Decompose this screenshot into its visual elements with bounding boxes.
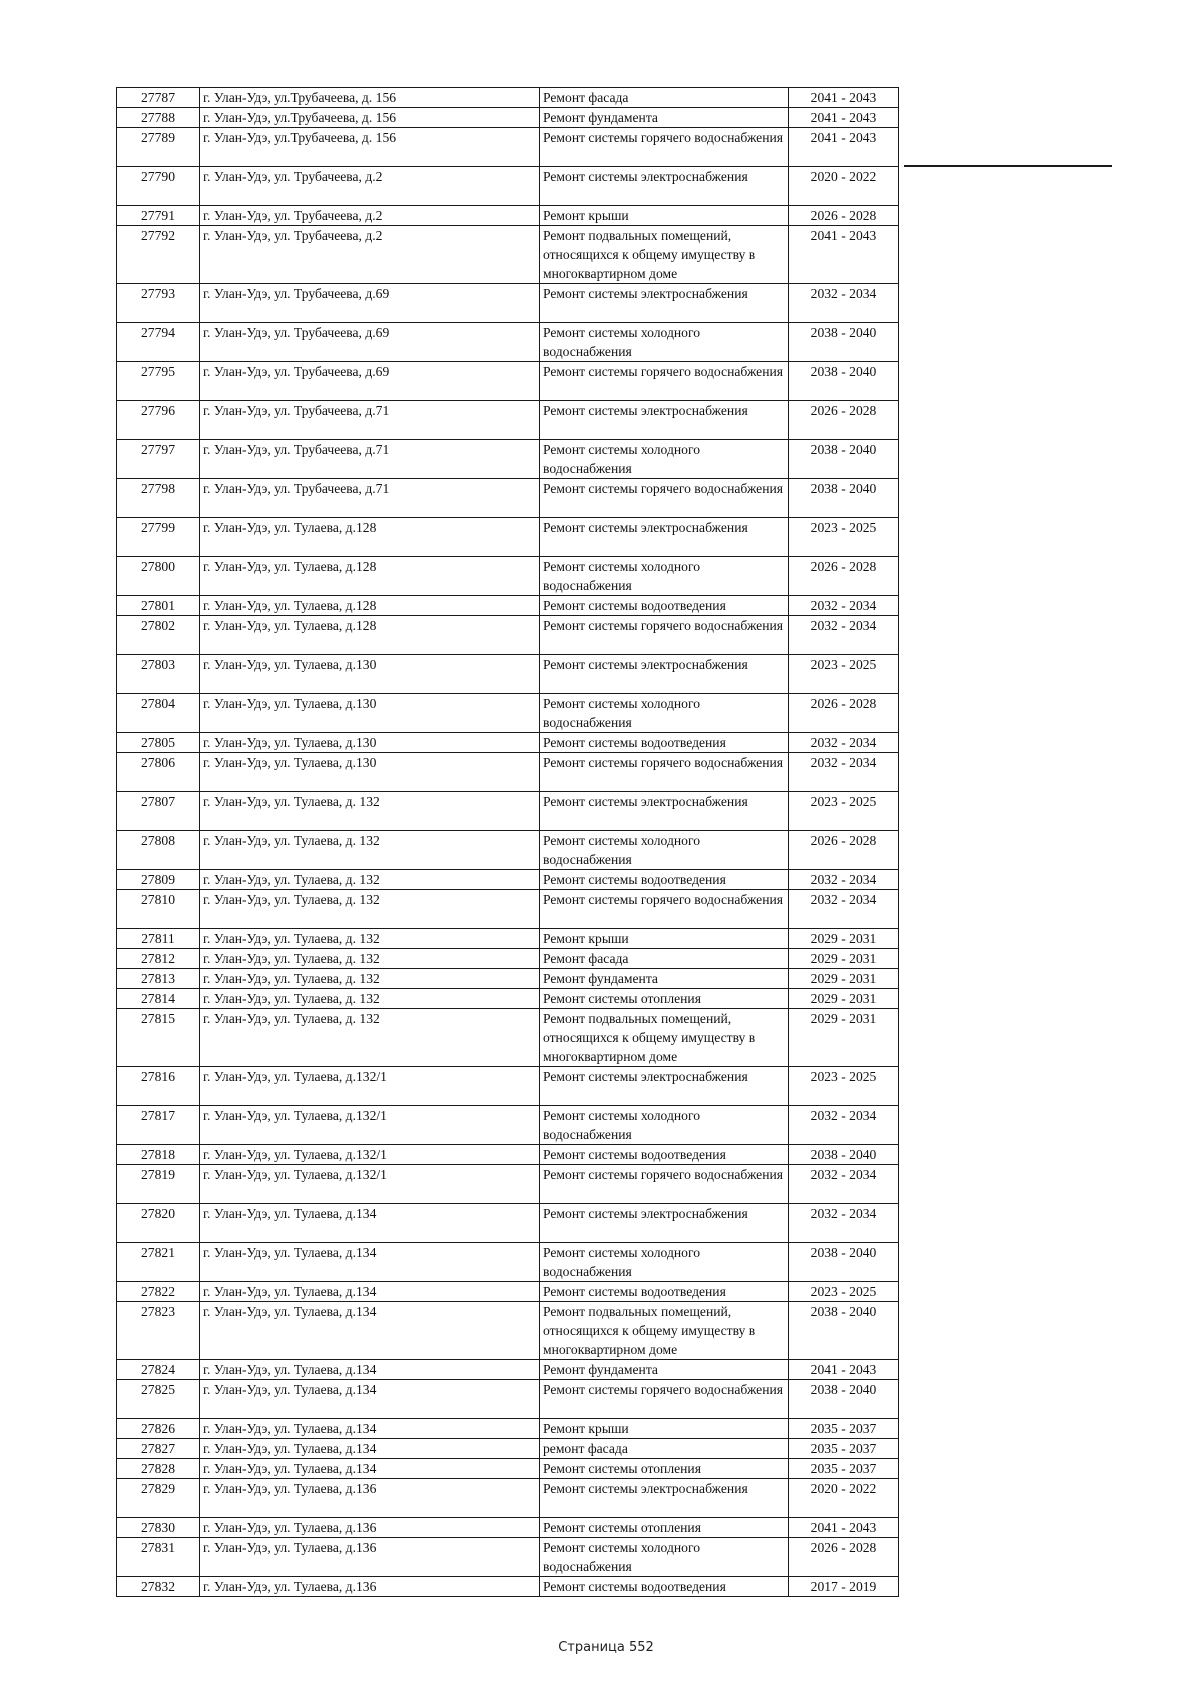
row-period: 2032 - 2034 bbox=[789, 870, 899, 890]
row-number: 27801 bbox=[117, 596, 200, 616]
row-number: 27802 bbox=[117, 616, 200, 655]
row-work-type: Ремонт системы электроснабжения bbox=[540, 655, 789, 694]
row-number: 27800 bbox=[117, 557, 200, 596]
row-period: 2020 - 2022 bbox=[789, 167, 899, 206]
row-period: 2038 - 2040 bbox=[789, 1302, 899, 1360]
table-row bbox=[117, 949, 899, 969]
row-address: г. Улан-Удэ, ул. Тулаева, д.128 bbox=[200, 596, 540, 616]
table-row bbox=[117, 1360, 899, 1380]
row-period: 2035 - 2037 bbox=[789, 1459, 899, 1479]
table-row bbox=[117, 557, 899, 596]
table-row bbox=[117, 1518, 899, 1538]
row-address: г. Улан-Удэ, ул. Тулаева, д.130 bbox=[200, 753, 540, 792]
row-number: 27825 bbox=[117, 1380, 200, 1419]
row-period: 2029 - 2031 bbox=[789, 989, 899, 1009]
row-period: 2032 - 2034 bbox=[789, 1165, 899, 1204]
row-number: 27816 bbox=[117, 1067, 200, 1106]
row-work-type: Ремонт системы горячего водоснабжения bbox=[540, 1380, 789, 1419]
row-address: г. Улан-Удэ, ул. Трубачеева, д.2 bbox=[200, 206, 540, 226]
row-number: 27810 bbox=[117, 890, 200, 929]
row-number: 27828 bbox=[117, 1459, 200, 1479]
row-work-type: Ремонт фундамента bbox=[540, 108, 789, 128]
row-period: 2017 - 2019 bbox=[789, 1577, 899, 1597]
row-address: г. Улан-Удэ, ул.Трубачеева, д. 156 bbox=[200, 128, 540, 167]
row-number: 27822 bbox=[117, 1282, 200, 1302]
table-row bbox=[117, 831, 899, 870]
row-work-type: Ремонт системы холодного водоснабжения bbox=[540, 1106, 789, 1145]
row-period: 2026 - 2028 bbox=[789, 401, 899, 440]
row-number: 27809 bbox=[117, 870, 200, 890]
table-row bbox=[117, 733, 899, 753]
row-work-type: Ремонт системы электроснабжения bbox=[540, 1067, 789, 1106]
row-work-type: Ремонт системы горячего водоснабжения bbox=[540, 753, 789, 792]
row-work-type: Ремонт подвальных помещений, относящихся к общему имуществу в многоквартирном доме bbox=[540, 1302, 789, 1360]
row-work-type: Ремонт системы холодного водоснабжения bbox=[540, 1538, 789, 1577]
table-body bbox=[117, 88, 899, 1597]
row-address: г. Улан-Удэ, ул. Тулаева, д. 132 bbox=[200, 949, 540, 969]
row-work-type: Ремонт системы отопления bbox=[540, 989, 789, 1009]
row-number: 27813 bbox=[117, 969, 200, 989]
row-period: 2023 - 2025 bbox=[789, 655, 899, 694]
table-row bbox=[117, 596, 899, 616]
row-address: г. Улан-Удэ, ул. Тулаева, д. 132 bbox=[200, 929, 540, 949]
row-number: 27794 bbox=[117, 323, 200, 362]
row-address: г. Улан-Удэ, ул. Тулаева, д.128 bbox=[200, 518, 540, 557]
table-row bbox=[117, 989, 899, 1009]
table-row bbox=[117, 694, 899, 733]
table-row bbox=[117, 1459, 899, 1479]
row-period: 2023 - 2025 bbox=[789, 1067, 899, 1106]
row-period: 2029 - 2031 bbox=[789, 949, 899, 969]
table-row bbox=[117, 226, 899, 284]
table-row bbox=[117, 1479, 899, 1518]
row-work-type: Ремонт подвальных помещений, относящихся к общему имуществу в многоквартирном доме bbox=[540, 1009, 789, 1067]
row-address: г. Улан-Удэ, ул. Тулаева, д.130 bbox=[200, 733, 540, 753]
row-work-type: Ремонт крыши bbox=[540, 206, 789, 226]
row-number: 27814 bbox=[117, 989, 200, 1009]
row-period: 2026 - 2028 bbox=[789, 557, 899, 596]
row-work-type: Ремонт системы водоотведения bbox=[540, 870, 789, 890]
row-number: 27796 bbox=[117, 401, 200, 440]
margin-rule-line bbox=[904, 165, 1112, 167]
row-work-type: Ремонт системы водоотведения bbox=[540, 596, 789, 616]
table-row bbox=[117, 1009, 899, 1067]
row-address: г. Улан-Удэ, ул. Тулаева, д.132/1 bbox=[200, 1106, 540, 1145]
row-address: г. Улан-Удэ, ул. Тулаева, д.136 bbox=[200, 1577, 540, 1597]
table-row bbox=[117, 929, 899, 949]
row-work-type: ремонт фасада bbox=[540, 1439, 789, 1459]
row-work-type: Ремонт системы горячего водоснабжения bbox=[540, 616, 789, 655]
table-row bbox=[117, 1538, 899, 1577]
row-address: г. Улан-Удэ, ул. Тулаева, д. 132 bbox=[200, 890, 540, 929]
row-period: 2035 - 2037 bbox=[789, 1439, 899, 1459]
row-work-type: Ремонт системы холодного водоснабжения bbox=[540, 831, 789, 870]
row-address: г. Улан-Удэ, ул. Тулаева, д. 132 bbox=[200, 1009, 540, 1067]
table-row bbox=[117, 1282, 899, 1302]
row-number: 27821 bbox=[117, 1243, 200, 1282]
row-address: г. Улан-Удэ, ул. Тулаева, д.134 bbox=[200, 1459, 540, 1479]
row-work-type: Ремонт подвальных помещений, относящихся к общему имуществу в многоквартирном доме bbox=[540, 226, 789, 284]
row-period: 2041 - 2043 bbox=[789, 1360, 899, 1380]
table-row bbox=[117, 479, 899, 518]
table-row bbox=[117, 1204, 899, 1243]
table-row bbox=[117, 1439, 899, 1459]
table-row bbox=[117, 323, 899, 362]
table-row bbox=[117, 88, 899, 108]
table-row bbox=[117, 1380, 899, 1419]
row-work-type: Ремонт системы водоотведения bbox=[540, 1577, 789, 1597]
row-period: 2038 - 2040 bbox=[789, 1380, 899, 1419]
row-number: 27817 bbox=[117, 1106, 200, 1145]
row-work-type: Ремонт системы горячего водоснабжения bbox=[540, 362, 789, 401]
row-number: 27790 bbox=[117, 167, 200, 206]
row-number: 27815 bbox=[117, 1009, 200, 1067]
row-address: г. Улан-Удэ, ул.Трубачеева, д. 156 bbox=[200, 88, 540, 108]
row-number: 27798 bbox=[117, 479, 200, 518]
row-period: 2020 - 2022 bbox=[789, 1479, 899, 1518]
row-period: 2032 - 2034 bbox=[789, 753, 899, 792]
row-address: г. Улан-Удэ, ул. Тулаева, д.134 bbox=[200, 1380, 540, 1419]
row-number: 27795 bbox=[117, 362, 200, 401]
row-work-type: Ремонт системы отопления bbox=[540, 1518, 789, 1538]
row-address: г. Улан-Удэ, ул. Тулаева, д.130 bbox=[200, 694, 540, 733]
row-address: г. Улан-Удэ, ул. Тулаева, д.134 bbox=[200, 1419, 540, 1439]
row-number: 27832 bbox=[117, 1577, 200, 1597]
row-number: 27792 bbox=[117, 226, 200, 284]
row-address: г. Улан-Удэ, ул. Тулаева, д.134 bbox=[200, 1360, 540, 1380]
row-address: г. Улан-Удэ, ул. Тулаева, д.134 bbox=[200, 1204, 540, 1243]
row-number: 27803 bbox=[117, 655, 200, 694]
row-number: 27812 bbox=[117, 949, 200, 969]
row-number: 27831 bbox=[117, 1538, 200, 1577]
row-address: г. Улан-Удэ, ул. Тулаева, д.128 bbox=[200, 616, 540, 655]
table-row bbox=[117, 284, 899, 323]
row-work-type: Ремонт системы горячего водоснабжения bbox=[540, 128, 789, 167]
row-address: г. Улан-Удэ, ул. Трубачеева, д.71 bbox=[200, 479, 540, 518]
table-row bbox=[117, 616, 899, 655]
row-number: 27820 bbox=[117, 1204, 200, 1243]
repair-schedule-table bbox=[116, 87, 899, 1597]
table-row bbox=[117, 1067, 899, 1106]
row-period: 2026 - 2028 bbox=[789, 694, 899, 733]
row-number: 27805 bbox=[117, 733, 200, 753]
row-address: г. Улан-Удэ, ул. Тулаева, д.132/1 bbox=[200, 1067, 540, 1106]
row-period: 2026 - 2028 bbox=[789, 206, 899, 226]
table-row bbox=[117, 1243, 899, 1282]
row-number: 27797 bbox=[117, 440, 200, 479]
row-number: 27808 bbox=[117, 831, 200, 870]
row-period: 2032 - 2034 bbox=[789, 284, 899, 323]
table-row bbox=[117, 1302, 899, 1360]
row-address: г. Улан-Удэ, ул. Тулаева, д. 132 bbox=[200, 831, 540, 870]
row-number: 27793 bbox=[117, 284, 200, 323]
row-work-type: Ремонт системы горячего водоснабжения bbox=[540, 890, 789, 929]
row-work-type: Ремонт фундамента bbox=[540, 969, 789, 989]
row-period: 2026 - 2028 bbox=[789, 831, 899, 870]
table-row bbox=[117, 362, 899, 401]
row-period: 2029 - 2031 bbox=[789, 1009, 899, 1067]
row-number: 27811 bbox=[117, 929, 200, 949]
row-number: 27806 bbox=[117, 753, 200, 792]
table-row bbox=[117, 870, 899, 890]
row-address: г. Улан-Удэ, ул. Тулаева, д. 132 bbox=[200, 792, 540, 831]
table-row bbox=[117, 1419, 899, 1439]
row-work-type: Ремонт крыши bbox=[540, 1419, 789, 1439]
row-period: 2023 - 2025 bbox=[789, 518, 899, 557]
row-address: г. Улан-Удэ, ул. Трубачеева, д.2 bbox=[200, 226, 540, 284]
row-period: 2026 - 2028 bbox=[789, 1538, 899, 1577]
table-row bbox=[117, 1165, 899, 1204]
page-number: Страница 552 bbox=[558, 1640, 654, 1655]
row-number: 27799 bbox=[117, 518, 200, 557]
row-address: г. Улан-Удэ, ул. Трубачеева, д.69 bbox=[200, 362, 540, 401]
table-row bbox=[117, 1145, 899, 1165]
row-period: 2032 - 2034 bbox=[789, 616, 899, 655]
row-period: 2041 - 2043 bbox=[789, 88, 899, 108]
row-period: 2038 - 2040 bbox=[789, 323, 899, 362]
table-row bbox=[117, 206, 899, 226]
row-work-type: Ремонт системы горячего водоснабжения bbox=[540, 479, 789, 518]
table-row bbox=[117, 753, 899, 792]
row-period: 2038 - 2040 bbox=[789, 362, 899, 401]
row-number: 27787 bbox=[117, 88, 200, 108]
row-work-type: Ремонт крыши bbox=[540, 929, 789, 949]
row-number: 27788 bbox=[117, 108, 200, 128]
table-row bbox=[117, 655, 899, 694]
row-period: 2038 - 2040 bbox=[789, 479, 899, 518]
row-address: г. Улан-Удэ, ул.Трубачеева, д. 156 bbox=[200, 108, 540, 128]
row-number: 27804 bbox=[117, 694, 200, 733]
row-number: 27823 bbox=[117, 1302, 200, 1360]
row-address: г. Улан-Удэ, ул. Тулаева, д.132/1 bbox=[200, 1165, 540, 1204]
row-address: г. Улан-Удэ, ул. Тулаева, д.132/1 bbox=[200, 1145, 540, 1165]
table-row bbox=[117, 440, 899, 479]
row-number: 27829 bbox=[117, 1479, 200, 1518]
row-period: 2035 - 2037 bbox=[789, 1419, 899, 1439]
row-address: г. Улан-Удэ, ул. Тулаева, д.134 bbox=[200, 1243, 540, 1282]
row-period: 2032 - 2034 bbox=[789, 890, 899, 929]
table-row bbox=[117, 1106, 899, 1145]
row-work-type: Ремонт фундамента bbox=[540, 1360, 789, 1380]
row-number: 27826 bbox=[117, 1419, 200, 1439]
row-work-type: Ремонт системы горячего водоснабжения bbox=[540, 1165, 789, 1204]
row-address: г. Улан-Удэ, ул. Трубачеева, д.71 bbox=[200, 440, 540, 479]
row-number: 27807 bbox=[117, 792, 200, 831]
row-address: г. Улан-Удэ, ул. Тулаева, д.128 bbox=[200, 557, 540, 596]
row-period: 2029 - 2031 bbox=[789, 929, 899, 949]
row-work-type: Ремонт системы холодного водоснабжения bbox=[540, 557, 789, 596]
row-work-type: Ремонт системы холодного водоснабжения bbox=[540, 323, 789, 362]
table-row bbox=[117, 1577, 899, 1597]
row-address: г. Улан-Удэ, ул. Трубачеева, д.69 bbox=[200, 284, 540, 323]
row-period: 2023 - 2025 bbox=[789, 1282, 899, 1302]
row-work-type: Ремонт системы электроснабжения bbox=[540, 167, 789, 206]
row-address: г. Улан-Удэ, ул. Трубачеева, д.69 bbox=[200, 323, 540, 362]
row-address: г. Улан-Удэ, ул. Тулаева, д.130 bbox=[200, 655, 540, 694]
row-period: 2032 - 2034 bbox=[789, 733, 899, 753]
row-number: 27791 bbox=[117, 206, 200, 226]
row-period: 2041 - 2043 bbox=[789, 1518, 899, 1538]
table-row bbox=[117, 518, 899, 557]
table-row bbox=[117, 890, 899, 929]
row-work-type: Ремонт системы электроснабжения bbox=[540, 792, 789, 831]
row-period: 2041 - 2043 bbox=[789, 226, 899, 284]
row-address: г. Улан-Удэ, ул. Тулаева, д. 132 bbox=[200, 989, 540, 1009]
row-work-type: Ремонт системы водоотведения bbox=[540, 733, 789, 753]
row-address: г. Улан-Удэ, ул. Тулаева, д. 132 bbox=[200, 870, 540, 890]
row-period: 2038 - 2040 bbox=[789, 440, 899, 479]
row-address: г. Улан-Удэ, ул. Трубачеева, д.71 bbox=[200, 401, 540, 440]
row-period: 2032 - 2034 bbox=[789, 596, 899, 616]
table-row bbox=[117, 969, 899, 989]
table-row bbox=[117, 792, 899, 831]
row-work-type: Ремонт системы электроснабжения bbox=[540, 284, 789, 323]
row-period: 2038 - 2040 bbox=[789, 1243, 899, 1282]
row-period: 2041 - 2043 bbox=[789, 128, 899, 167]
row-work-type: Ремонт системы холодного водоснабжения bbox=[540, 1243, 789, 1282]
row-work-type: Ремонт системы отопления bbox=[540, 1459, 789, 1479]
row-address: г. Улан-Удэ, ул. Тулаева, д.134 bbox=[200, 1302, 540, 1360]
row-number: 27789 bbox=[117, 128, 200, 167]
row-period: 2023 - 2025 bbox=[789, 792, 899, 831]
row-work-type: Ремонт системы холодного водоснабжения bbox=[540, 694, 789, 733]
row-period: 2029 - 2031 bbox=[789, 969, 899, 989]
row-address: г. Улан-Удэ, ул. Тулаева, д.134 bbox=[200, 1439, 540, 1459]
row-address: г. Улан-Удэ, ул. Тулаева, д.136 bbox=[200, 1479, 540, 1518]
row-address: г. Улан-Удэ, ул. Трубачеева, д.2 bbox=[200, 167, 540, 206]
row-period: 2038 - 2040 bbox=[789, 1145, 899, 1165]
row-period: 2032 - 2034 bbox=[789, 1204, 899, 1243]
row-work-type: Ремонт фасада bbox=[540, 88, 789, 108]
row-address: г. Улан-Удэ, ул. Тулаева, д. 132 bbox=[200, 969, 540, 989]
row-period: 2032 - 2034 bbox=[789, 1106, 899, 1145]
row-period: 2041 - 2043 bbox=[789, 108, 899, 128]
row-work-type: Ремонт системы водоотведения bbox=[540, 1282, 789, 1302]
row-work-type: Ремонт фасада bbox=[540, 949, 789, 969]
row-work-type: Ремонт системы электроснабжения bbox=[540, 1479, 789, 1518]
table-row bbox=[117, 108, 899, 128]
table-row bbox=[117, 128, 899, 167]
row-work-type: Ремонт системы электроснабжения bbox=[540, 401, 789, 440]
row-address: г. Улан-Удэ, ул. Тулаева, д.136 bbox=[200, 1518, 540, 1538]
row-address: г. Улан-Удэ, ул. Тулаева, д.134 bbox=[200, 1282, 540, 1302]
row-work-type: Ремонт системы холодного водоснабжения bbox=[540, 440, 789, 479]
row-number: 27824 bbox=[117, 1360, 200, 1380]
row-work-type: Ремонт системы водоотведения bbox=[540, 1145, 789, 1165]
table-row bbox=[117, 401, 899, 440]
row-address: г. Улан-Удэ, ул. Тулаева, д.136 bbox=[200, 1538, 540, 1577]
row-number: 27827 bbox=[117, 1439, 200, 1459]
table-row bbox=[117, 167, 899, 206]
row-number: 27819 bbox=[117, 1165, 200, 1204]
row-number: 27830 bbox=[117, 1518, 200, 1538]
row-work-type: Ремонт системы электроснабжения bbox=[540, 518, 789, 557]
row-work-type: Ремонт системы электроснабжения bbox=[540, 1204, 789, 1243]
row-number: 27818 bbox=[117, 1145, 200, 1165]
